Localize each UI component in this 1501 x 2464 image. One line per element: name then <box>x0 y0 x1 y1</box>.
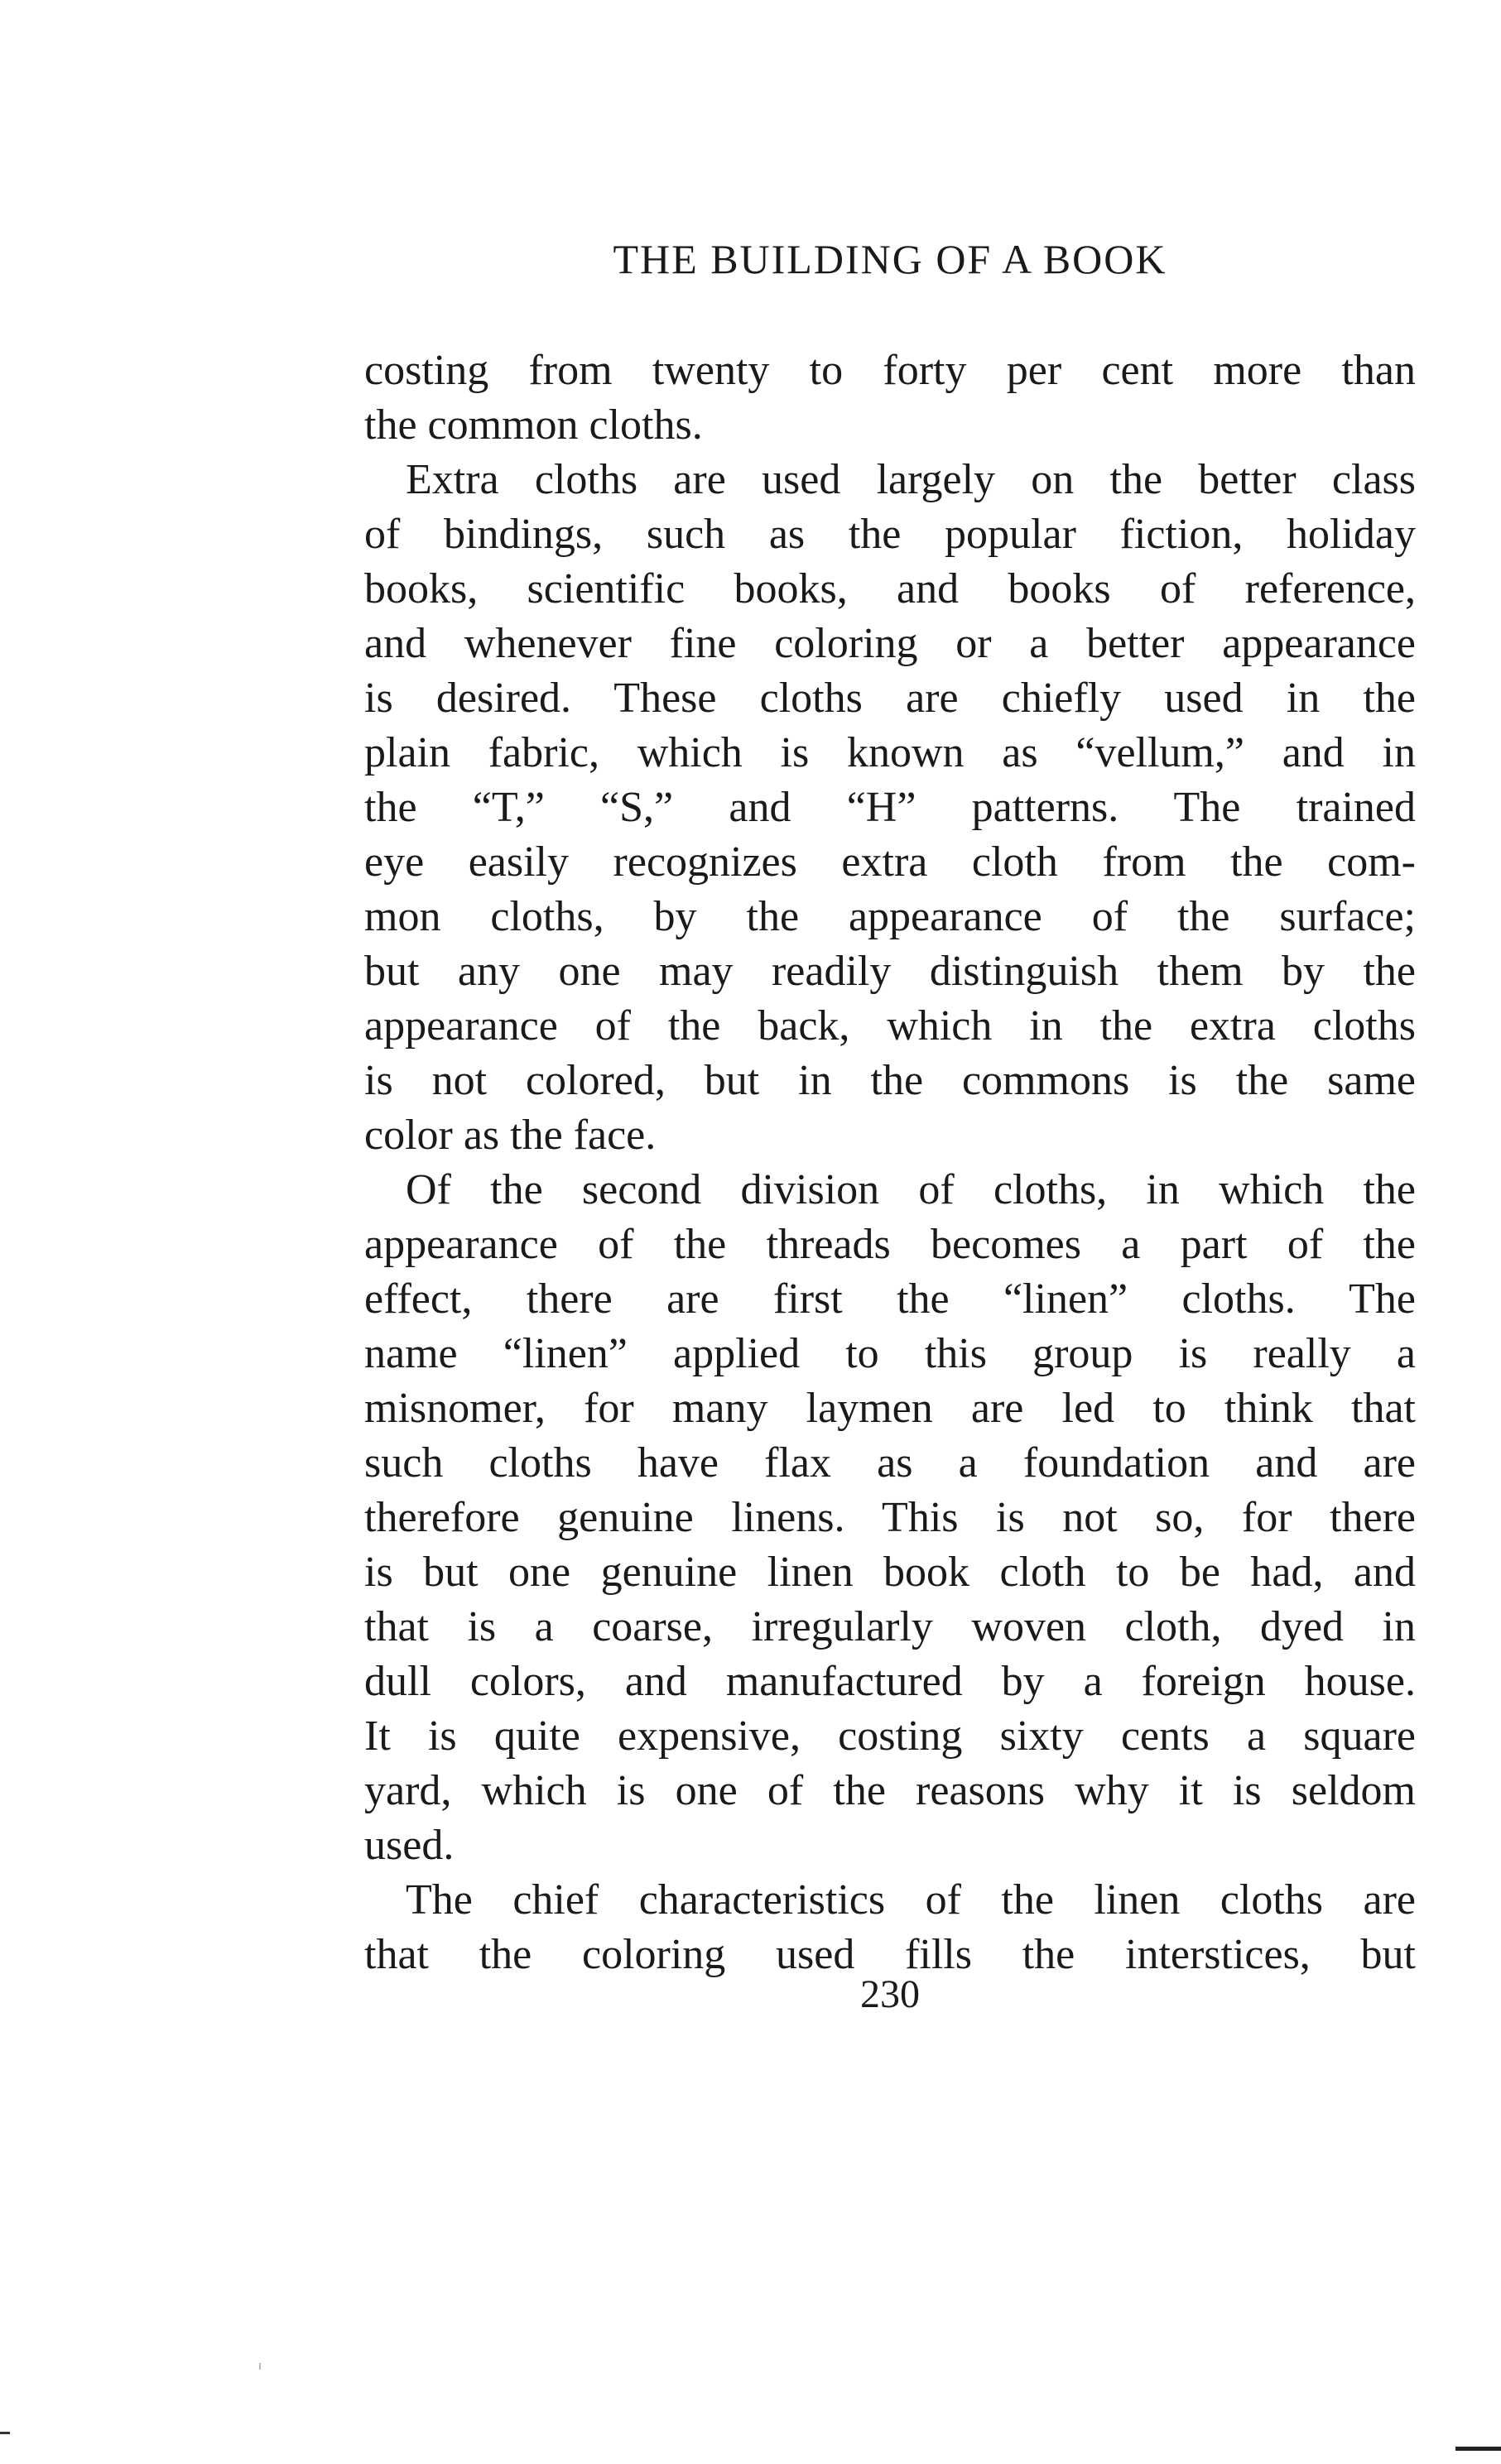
text-line: It is quite expensive, costing sixty cents a square <box>364 1712 1416 1760</box>
text-line: mon cloths, by the appearance of the surface; <box>364 893 1416 940</box>
text-line: of bindings, such as the popular fiction, holiday <box>364 511 1416 558</box>
text-line: color as the face. <box>364 1112 657 1159</box>
text-line: but any one may readily distinguish them by the <box>364 948 1416 995</box>
text-line: yard, which is one of the reasons why it is seldom <box>364 1767 1416 1814</box>
text-line: that is a coarse, irregularly woven cloth, dyed in <box>364 1603 1416 1650</box>
text-line: The chief characteristics of the linen cloths are <box>406 1876 1416 1924</box>
scan-mark-right <box>1455 2447 1501 2451</box>
text-line: therefore genuine linens. This is not so, for there <box>364 1494 1416 1541</box>
text-line: eye easily recognizes extra cloth from the com- <box>364 838 1416 886</box>
text-line: such cloths have flax as a foundation and are <box>364 1439 1416 1487</box>
text-line: that the coloring used fills the interstices, but <box>364 1931 1416 1978</box>
paragraph <box>364 343 1416 453</box>
running-head: THE BUILDING OF A BOOK <box>613 236 1167 282</box>
text-line: appearance of the threads becomes a part of the <box>364 1221 1416 1268</box>
paragraph <box>364 453 1416 1163</box>
text-line: the “T,” “S,” and “H” patterns. The trained <box>364 784 1416 831</box>
text-line: books, scientific books, and books of reference, <box>364 565 1416 612</box>
text-line: costing from twenty to forty per cent more than <box>364 347 1416 394</box>
paragraph <box>364 1163 1416 1873</box>
text-line: Of the second division of cloths, in which the <box>406 1166 1416 1213</box>
text-line: misnomer, for many laymen are led to think that <box>364 1385 1416 1432</box>
text-line: effect, there are first the “linen” cloths. The <box>364 1275 1416 1323</box>
scan-speck <box>259 2363 261 2370</box>
text-line: dull colors, and manufactured by a foreign house. <box>364 1658 1416 1705</box>
text-line: appearance of the back, which in the extra cloths <box>364 1002 1416 1049</box>
text-line: is but one genuine linen book cloth to be had, and <box>364 1549 1416 1596</box>
body-text <box>364 343 1416 1982</box>
text-line: and whenever fine coloring or a better appearance <box>364 620 1416 667</box>
text-line: name “linen” applied to this group is really a <box>364 1330 1416 1377</box>
text-line: plain fabric, which is known as “vellum,” and in <box>364 729 1416 776</box>
scan-mark-left <box>0 2432 10 2434</box>
text-line: Extra cloths are used largely on the better class <box>406 456 1416 503</box>
text-line: is desired. These cloths are chiefly used in the <box>364 675 1416 722</box>
page-number: 230 <box>860 1972 920 2016</box>
text-line: is not colored, but in the commons is the same <box>364 1057 1416 1104</box>
paragraph <box>364 1873 1416 1982</box>
text-line: the common cloths. <box>364 401 703 449</box>
text-line: used. <box>364 1822 455 1869</box>
